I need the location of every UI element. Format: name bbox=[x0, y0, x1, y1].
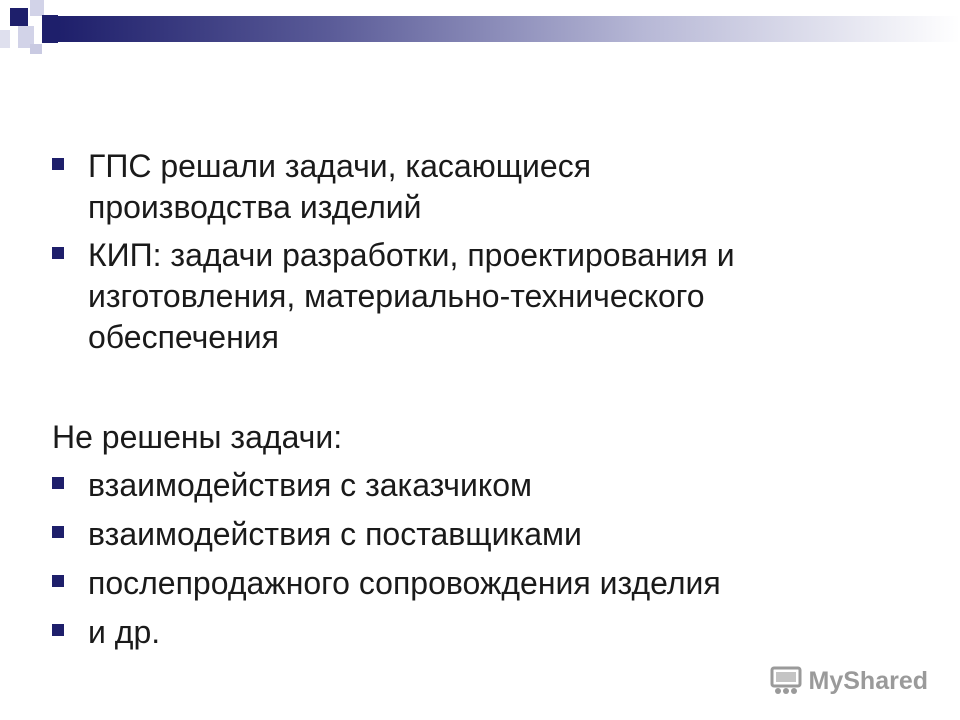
bullet-item bbox=[52, 235, 735, 358]
watermark bbox=[769, 664, 928, 698]
decor-square bbox=[0, 30, 10, 48]
bullet-text: взаимодействия с поставщиками bbox=[88, 516, 582, 552]
header-gradient-bar bbox=[58, 16, 960, 42]
bullet-item bbox=[52, 612, 160, 653]
square-bullet-icon bbox=[52, 247, 64, 259]
square-bullet-icon bbox=[52, 158, 64, 170]
decor-square bbox=[42, 15, 58, 43]
square-bullet-icon bbox=[52, 526, 64, 538]
decor-square bbox=[10, 8, 28, 26]
decor-square bbox=[30, 44, 42, 54]
bullet-item bbox=[52, 514, 582, 555]
subheading: Не решены задачи: bbox=[52, 419, 343, 455]
bullet-text: КИП: задачи разработки, проектирования и изготовления, материально-технического обеспечения bbox=[88, 237, 735, 355]
bullet-text: и др. bbox=[88, 614, 161, 650]
square-bullet-icon bbox=[52, 575, 64, 587]
bullet-text: взаимодействия с заказчиком bbox=[88, 467, 532, 503]
decor-square bbox=[30, 0, 44, 16]
square-bullet-icon bbox=[52, 624, 64, 636]
bullet-item bbox=[52, 146, 591, 228]
watermark-text: MyShared bbox=[808, 666, 928, 695]
bullet-text: ГПС решали задачи, касающиеся производства изделий bbox=[88, 148, 592, 225]
bullet-item bbox=[52, 465, 532, 506]
classroom-icon bbox=[769, 664, 803, 698]
bullet-item bbox=[52, 563, 721, 604]
bullet-text: послепродажного сопровождения изделия bbox=[88, 565, 721, 601]
square-bullet-icon bbox=[52, 477, 64, 489]
